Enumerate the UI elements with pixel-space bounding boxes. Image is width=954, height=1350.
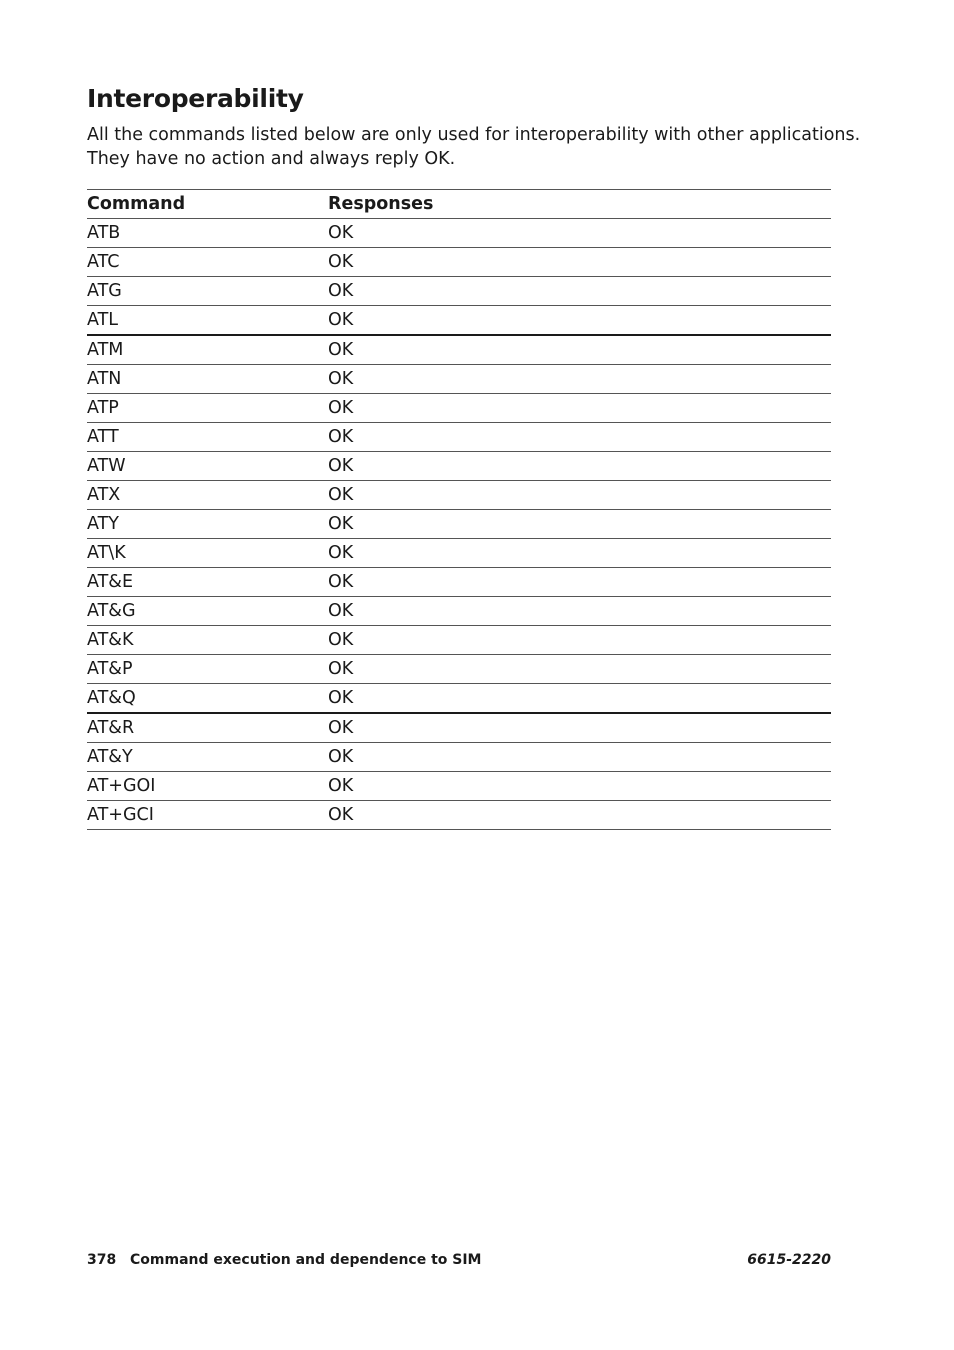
command-cell: ATG xyxy=(87,277,328,306)
response-cell: OK xyxy=(328,394,831,423)
response-cell: OK xyxy=(328,713,831,743)
response-cell: OK xyxy=(328,248,831,277)
table-row xyxy=(87,277,831,306)
intro-paragraph xyxy=(87,123,861,171)
column-header-responses: Responses xyxy=(328,190,831,219)
command-cell: ATC xyxy=(87,248,328,277)
response-cell: OK xyxy=(328,277,831,306)
command-cell: AT&Y xyxy=(87,743,328,772)
column-header-command: Command xyxy=(87,190,328,219)
table-row xyxy=(87,306,831,336)
command-cell: ATM xyxy=(87,335,328,365)
response-cell: OK xyxy=(328,684,831,714)
response-cell: OK xyxy=(328,452,831,481)
response-cell: OK xyxy=(328,801,831,830)
table-row xyxy=(87,568,831,597)
command-cell: AT&K xyxy=(87,626,328,655)
command-cell: AT\K xyxy=(87,539,328,568)
command-cell: AT+GOI xyxy=(87,772,328,801)
table-row xyxy=(87,394,831,423)
response-cell: OK xyxy=(328,772,831,801)
table-row xyxy=(87,713,831,743)
command-cell: AT+GCI xyxy=(87,801,328,830)
response-cell: OK xyxy=(328,306,831,336)
table-row xyxy=(87,539,831,568)
response-cell: OK xyxy=(328,597,831,626)
table-row xyxy=(87,801,831,830)
response-cell: OK xyxy=(328,568,831,597)
intro-line: They have no action and always reply OK. xyxy=(87,149,456,169)
command-cell: ATP xyxy=(87,394,328,423)
footer-section-name: Command execution and dependence to SIM xyxy=(130,1252,482,1268)
table-row xyxy=(87,597,831,626)
table-header-row xyxy=(87,190,831,219)
table-row xyxy=(87,481,831,510)
command-cell: ATX xyxy=(87,481,328,510)
document-number: 6615-2220 xyxy=(747,1252,831,1268)
table-row xyxy=(87,248,831,277)
table-row xyxy=(87,219,831,248)
command-cell: ATW xyxy=(87,452,328,481)
table-row xyxy=(87,365,831,394)
table-row xyxy=(87,743,831,772)
command-cell: AT&G xyxy=(87,597,328,626)
command-cell: AT&E xyxy=(87,568,328,597)
response-cell: OK xyxy=(328,481,831,510)
table-row xyxy=(87,335,831,365)
response-cell: OK xyxy=(328,539,831,568)
response-cell: OK xyxy=(328,365,831,394)
command-cell: AT&R xyxy=(87,713,328,743)
table-row xyxy=(87,423,831,452)
response-cell: OK xyxy=(328,219,831,248)
command-cell: ATY xyxy=(87,510,328,539)
table-row xyxy=(87,452,831,481)
page-number: 378 xyxy=(87,1252,117,1268)
response-cell: OK xyxy=(328,743,831,772)
table-row xyxy=(87,684,831,714)
command-cell: ATB xyxy=(87,219,328,248)
page-footer xyxy=(87,1250,831,1270)
table-row xyxy=(87,510,831,539)
response-cell: OK xyxy=(328,510,831,539)
intro-line: All the commands listed below are only used for interoperability with other applications. xyxy=(87,125,861,145)
command-cell: ATT xyxy=(87,423,328,452)
table-row xyxy=(87,655,831,684)
command-cell: ATN xyxy=(87,365,328,394)
command-cell: AT&P xyxy=(87,655,328,684)
command-table xyxy=(87,189,831,830)
command-cell: AT&Q xyxy=(87,684,328,714)
response-cell: OK xyxy=(328,655,831,684)
section-title: Interoperability xyxy=(87,84,304,113)
command-cell: ATL xyxy=(87,306,328,336)
table-row xyxy=(87,626,831,655)
response-cell: OK xyxy=(328,423,831,452)
response-cell: OK xyxy=(328,335,831,365)
response-cell: OK xyxy=(328,626,831,655)
table-row xyxy=(87,772,831,801)
